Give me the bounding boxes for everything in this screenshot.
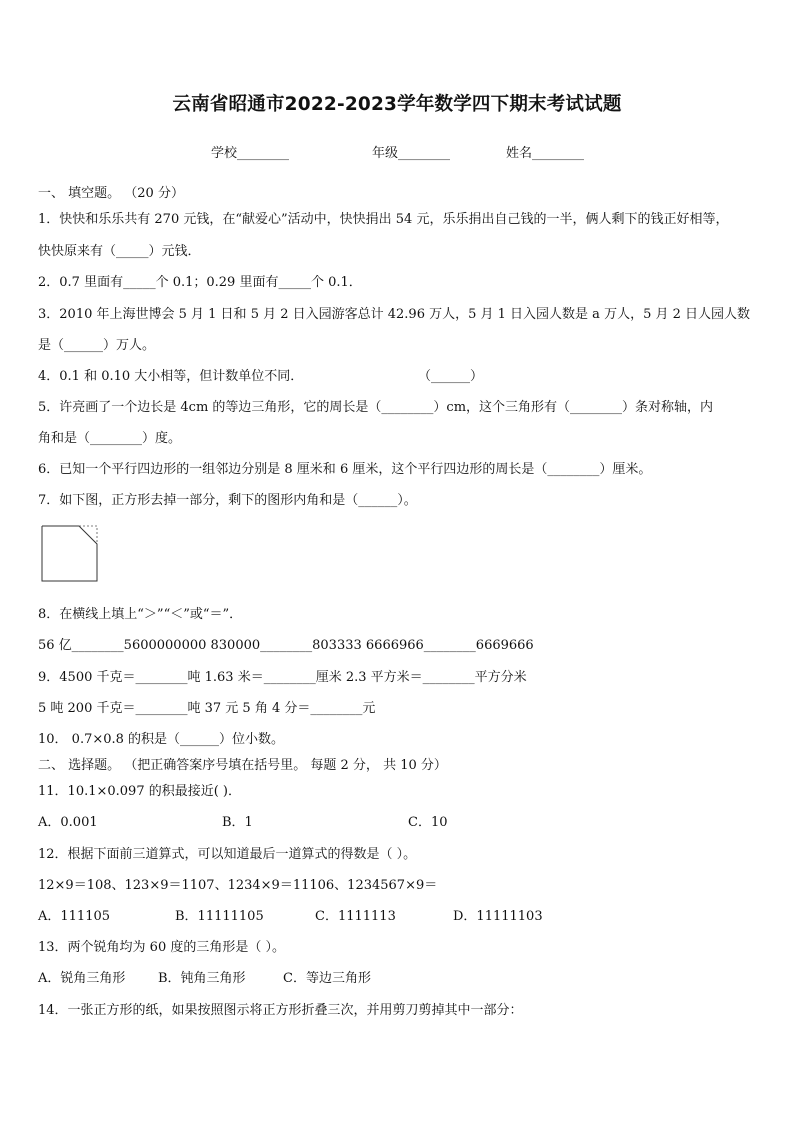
question-13: 13．两个锐角均为 60 度的三角形是（ ）。: [38, 940, 285, 955]
grade-field[interactable]: 年级________: [372, 146, 451, 161]
question-3-line-1: 3．2010 年上海世博会 5 月 1 日和 5 月 2 日入园游客总计 42.96 万人，5 月 1 日入园人数是 a 万人，5 月 2 日人园人数: [38, 307, 751, 322]
school-field[interactable]: 学校________: [211, 146, 290, 161]
question-11-option-b[interactable]: B．1: [222, 815, 253, 830]
question-7: 7．如下图，正方形去掉一部分，剩下的图形内角和是（______）。: [38, 493, 417, 508]
question-13-option-c[interactable]: C．等边三角形: [283, 971, 371, 986]
name-field[interactable]: 姓名________: [506, 146, 585, 161]
question-12-option-b[interactable]: B．11111105: [175, 909, 264, 924]
square-cut-corner-figure: [41, 525, 101, 589]
question-12: 12．根据下面前三道算式，可以知道最后一道算式的得数是（ ）。: [38, 847, 417, 862]
question-12-equations: 12×9＝108、123×9＝1107、1234×9＝11106、1234567×9＝: [38, 878, 438, 893]
question-14: 14．一张正方形的纸，如果按照图示将正方形折叠三次，并用剪刀剪掉其中一部分：: [38, 1003, 523, 1018]
question-1-line-1: 1．快快和乐乐共有 270 元钱，在“献爱心”活动中，快快捐出 54 元，乐乐捐出自己钱的一半，俩人剩下的钱正好相等，: [38, 212, 729, 227]
question-11-option-c[interactable]: C．10: [408, 815, 448, 830]
section-2-heading: 二、 选择题。 （把正确答案序号填在括号里。 每题 2 分， 共 10 分）: [38, 758, 447, 773]
question-2: 2．0.7 里面有_____个 0.1；0.29 里面有_____个 0.1．: [38, 275, 362, 290]
question-8: 8．在横线上填上“＞”“＜”或“＝”．: [38, 607, 243, 622]
page-title: 云南省昭通市2022-2023学年数学四下期末考试试题: [172, 94, 622, 115]
question-12-option-c[interactable]: C．1111113: [315, 909, 396, 924]
question-3-line-2: 是（______）万人。: [38, 338, 156, 353]
question-4: 4．0.1 和 0.10 大小相等，但计数单位不同．: [38, 369, 304, 384]
question-10: 10． 0.7×0.8 的积是（______）位小数。: [38, 732, 285, 747]
question-12-option-a[interactable]: A．111105: [38, 909, 111, 924]
question-5-line-2: 角和是（________）度。: [38, 431, 182, 446]
question-13-option-a[interactable]: A．锐角三角形: [38, 971, 126, 986]
question-11: 11．10.1×0.097 的积最接近( )．: [38, 784, 242, 799]
question-12-option-d[interactable]: D．11111103: [453, 909, 543, 924]
question-8-comparisons: 56 亿________5600000000 830000________803333 6666966________6669666: [38, 638, 534, 653]
question-5-line-1: 5．许亮画了一个边长是 4cm 的等边三角形，它的周长是（________）cm，这个三角形有（________）条对称轴，内: [38, 400, 714, 415]
question-9-line-1: 9．4500 千克＝________吨 1.63 米＝________厘米 2.3 平方米＝________平方分米: [38, 670, 527, 685]
question-1-line-2: 快快原来有（_____）元钱．: [38, 244, 201, 259]
question-9-line-2: 5 吨 200 千克＝________吨 37 元 5 角 4 分＝________元: [38, 701, 376, 716]
section-1-heading: 一、 填空题。 （20 分）: [38, 186, 184, 201]
question-6: 6．已知一个平行四边形的一组邻边分别是 8 厘米和 6 厘米，这个平行四边形的周长是（________）厘米。: [38, 462, 652, 477]
question-11-option-a[interactable]: A．0.001: [38, 815, 98, 830]
question-4-answer-blank[interactable]: （______）: [418, 369, 484, 384]
question-13-option-b[interactable]: B．钝角三角形: [158, 971, 246, 986]
